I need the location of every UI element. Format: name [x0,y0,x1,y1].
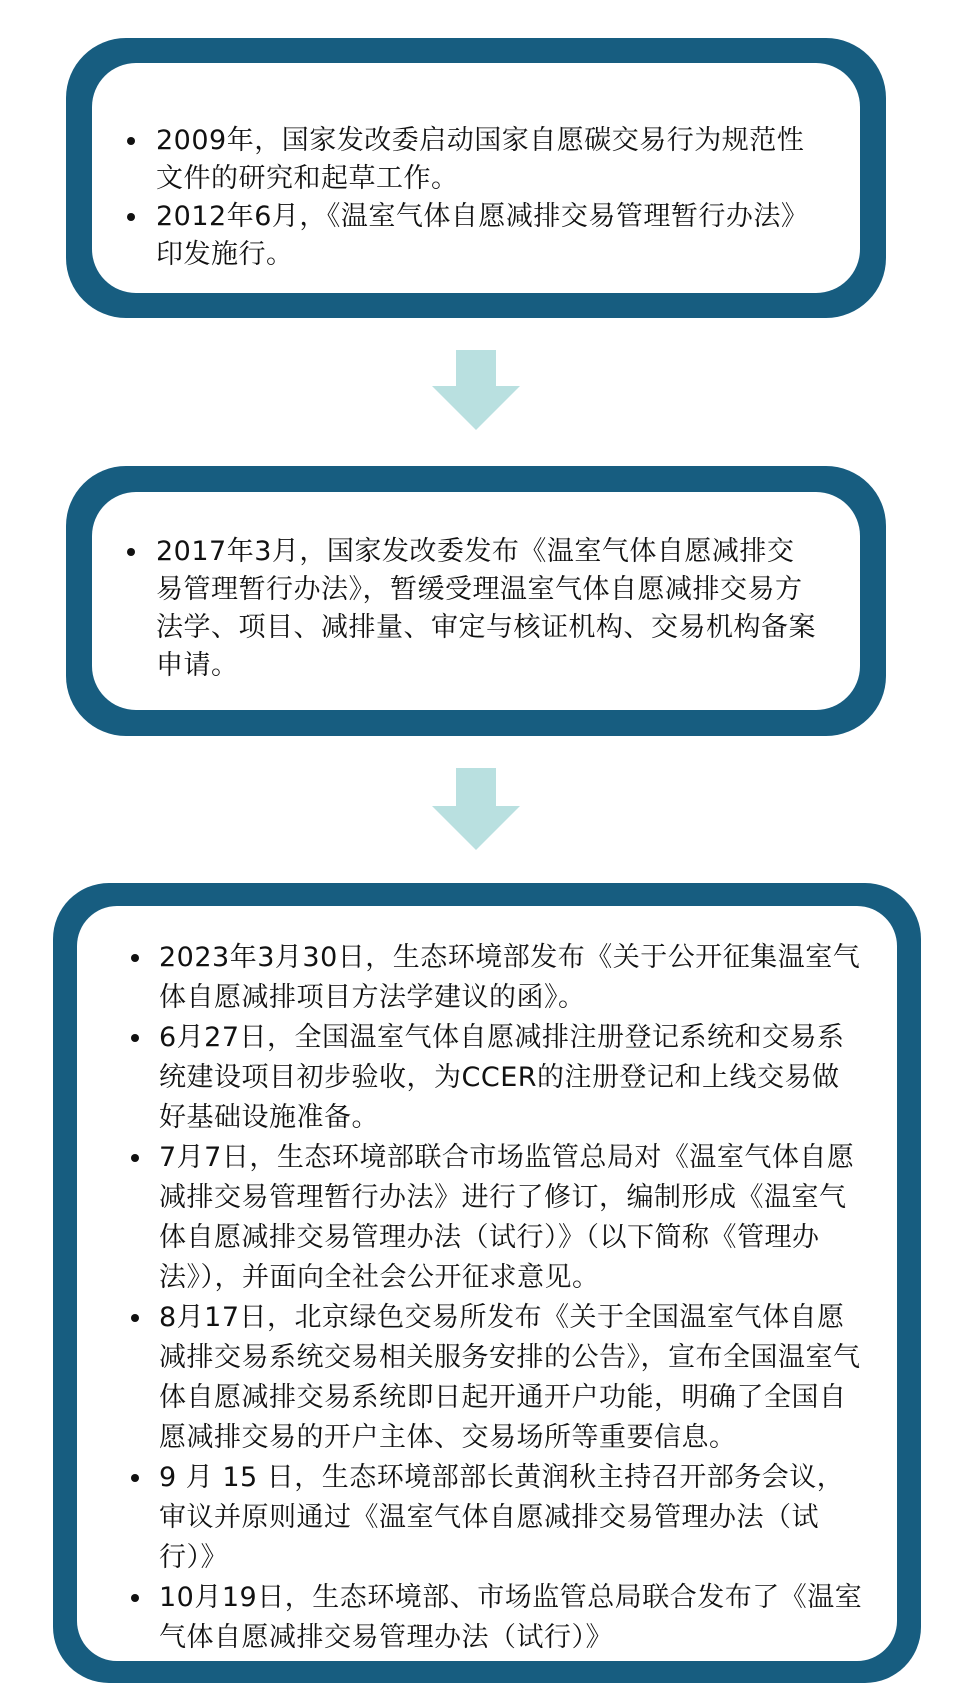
list-item: 2023年3月30日，生态环境部发布《关于公开征集温室气体自愿减排项目方法学建议的函》。 [159,938,867,1018]
timeline-box-content [77,906,897,1661]
timeline-box-content [92,492,860,710]
timeline-box-content [92,63,860,293]
arrow-head [432,806,520,850]
arrow-shaft [456,768,496,806]
list-item: 2012年6月，《温室气体自愿减排交易管理暂行办法》印发施行。 [156,198,820,274]
list-item: 2009年，国家发改委启动国家自愿碳交易行为规范性文件的研究和起草工作。 [156,122,820,198]
list-item: 9 月 15 日，生态环境部部长黄润秋主持召开部务会议，审议并原则通过《温室气体自愿减排交易管理办法（试行）》 [159,1458,867,1578]
list-item: 7月7日，生态环境部联合市场监管总局对《温室气体自愿减排交易管理暂行办法》进行了修订，编制形成《温室气体自愿减排交易管理办法（试行）》（以下简称《管理办法》），并面向全社会公开征求意见。 [159,1138,867,1298]
timeline-box-2023 [53,883,921,1683]
arrow-shaft [456,350,496,386]
list-item: 6月27日，全国温室气体自愿减排注册登记系统和交易系统建设项目初步验收，为CCER的注册登记和上线交易做好基础设施准备。 [159,1018,867,1138]
list-item: 8月17日，北京绿色交易所发布《关于全国温室气体自愿减排交易系统交易相关服务安排的公告》，宣布全国温室气体自愿减排交易系统即日起开通开户功能，明确了全国自愿减排交易的开户主体、交易场所等重要信息。 [159,1298,867,1458]
timeline-box-2017 [66,466,886,736]
list-item: 10月19日，生态环境部、市场监管总局联合发布了《温室气体自愿减排交易管理办法（试行）》 [159,1578,867,1658]
list-item: 2017年3月，国家发改委发布《温室气体自愿减排交易管理暂行办法》，暂缓受理温室气体自愿减排交易方法学、项目、减排量、审定与核证机构、交易机构备案申请。 [156,533,820,685]
timeline-box-2009-2012 [66,38,886,318]
arrow-head [432,386,520,430]
bullet-list [156,122,820,274]
bullet-list [156,533,820,685]
bullet-list [159,938,867,1658]
